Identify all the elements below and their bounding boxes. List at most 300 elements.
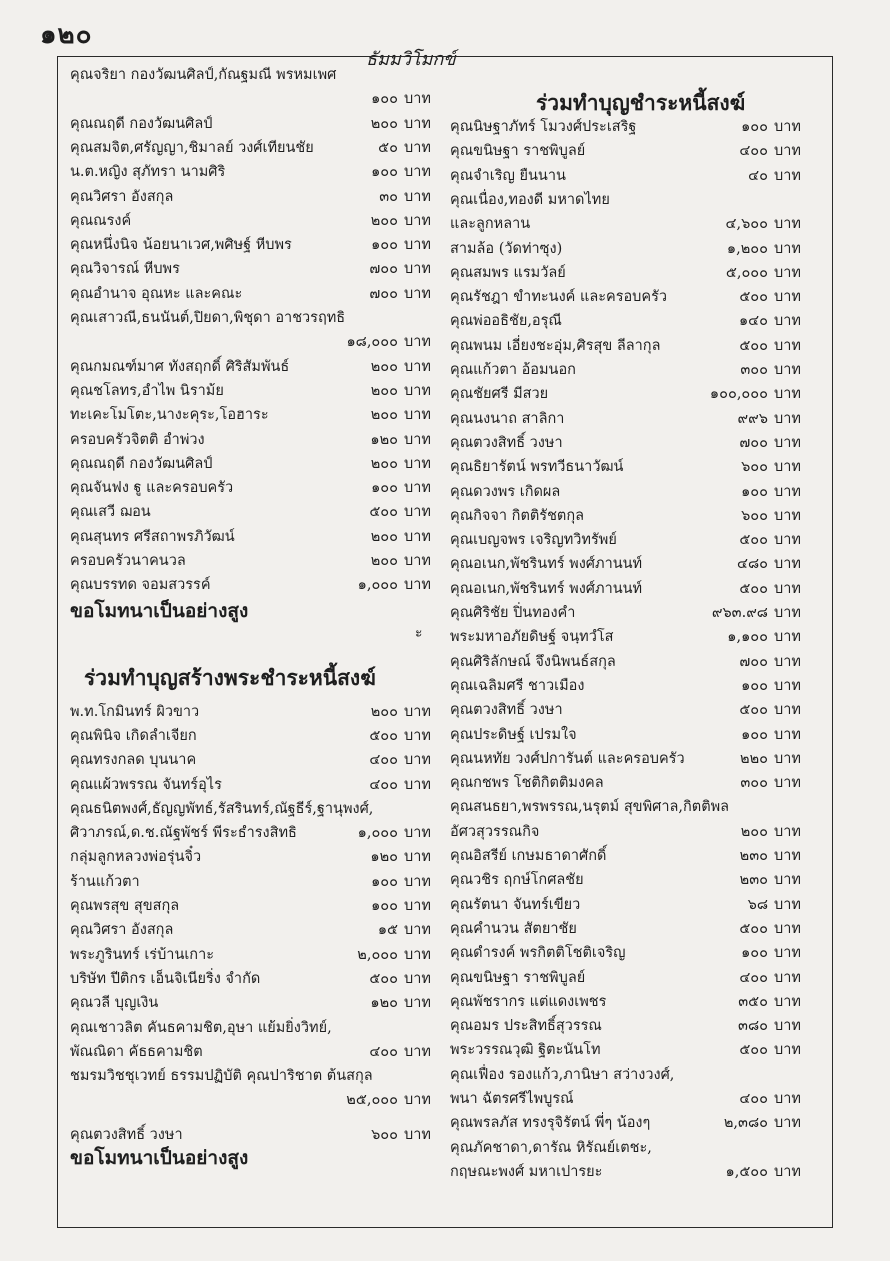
currency-unit: บาท xyxy=(774,483,801,500)
donation-amount xyxy=(658,1160,768,1183)
donation-amount xyxy=(658,844,768,867)
amount-value: ๑๐๐ xyxy=(741,483,768,500)
currency-unit: บาท xyxy=(774,993,801,1010)
currency-unit: บาท xyxy=(774,1115,801,1132)
amount-value: ๑,๐๐๐ xyxy=(357,577,398,594)
currency-unit: บาท xyxy=(774,532,801,549)
donation-amount xyxy=(658,358,768,381)
donation-row xyxy=(450,747,820,771)
donor-name: คุณตวงสิทธิ์ วงษา xyxy=(70,1126,183,1143)
donation-amount xyxy=(658,966,768,989)
donation-amount xyxy=(288,894,398,917)
donation-row xyxy=(450,1087,820,1111)
amount-value: ๑๐๐ xyxy=(371,873,398,890)
donor-name: คุณกิจจา กิตติรัชตกุล xyxy=(450,507,584,524)
donation-row xyxy=(70,500,450,524)
amount-value: ๑๐๐ xyxy=(371,91,398,108)
donor-name: คุณพรสุข สุขสกุล xyxy=(70,898,180,914)
amount-value: ๑๕ xyxy=(377,922,398,939)
amount-value: ๕๐๐ xyxy=(739,1042,768,1059)
amount-value: ๑๒๐ xyxy=(370,431,398,448)
amount-value: ๒๐๐ xyxy=(370,528,398,545)
donation-amount xyxy=(658,941,768,964)
donation-row xyxy=(70,1088,450,1112)
currency-unit: บาท xyxy=(404,898,431,914)
donor-name: คุณทรงกลด บุนนาค xyxy=(70,752,197,769)
currency-unit: บาท xyxy=(774,750,801,767)
donation-amount xyxy=(658,334,768,357)
currency-unit: บาท xyxy=(774,1018,801,1035)
currency-unit: บาท xyxy=(404,358,431,375)
amount-value: ๙๖๓.๙๘ xyxy=(711,605,768,621)
donation-row xyxy=(450,674,820,698)
donation-amount xyxy=(288,379,398,402)
donor-name: คุณจันฟง ฐู และครอบครัว xyxy=(70,480,234,497)
donor-name: คุณรัตนา จันทร์เขียว xyxy=(450,896,581,913)
donation-row xyxy=(450,1038,820,1062)
donor-name: คุณอำนาจ อุณหะ และคณะ xyxy=(70,285,243,302)
donor-name: คุณพ่ออธิชัย,อรุณี xyxy=(450,313,562,330)
currency-unit: บาท xyxy=(404,1043,431,1060)
donor-name: คุณดำรงค์ พรกิตติโชติเจริญ xyxy=(450,945,626,962)
currency-unit: บาท xyxy=(774,143,801,160)
donation-amount xyxy=(288,209,398,232)
amount-value: ๑๐๐ xyxy=(741,945,768,962)
header-title: ธัมมวิโมกข์ xyxy=(360,44,462,73)
donation-row xyxy=(450,115,820,139)
donation-amount xyxy=(658,601,768,624)
currency-unit: บาท xyxy=(774,920,801,937)
amount-value: ๒๕,๐๐๐ xyxy=(346,1092,398,1109)
currency-unit: บาท xyxy=(774,969,801,986)
donation-amount xyxy=(658,552,768,575)
donation-amount xyxy=(288,845,398,868)
donation-row xyxy=(70,967,450,991)
donation-row xyxy=(450,698,820,722)
donation-row xyxy=(70,724,450,748)
amount-value: ๕๐๐ xyxy=(739,702,768,719)
donor-name: อัศวสุวรรณกิจ xyxy=(450,823,540,840)
currency-unit: บาท xyxy=(404,922,431,939)
donation-row xyxy=(450,309,820,333)
donor-name: ทะเคะโมโตะ,นางะคุระ,โอฮาระ xyxy=(70,407,269,424)
amount-value: ๒๓๐ xyxy=(739,872,768,889)
donation-amount xyxy=(288,452,398,475)
currency-unit: บาท xyxy=(404,455,431,472)
amount-value: ๑,๑๐๐ xyxy=(727,629,768,646)
donor-name-line: คุณเชาวลิต คันธคามชิต,อุษา แย้มยิ่งวิทย์, xyxy=(70,1019,332,1036)
donor-name: คุณณฤดี กองวัฒนศิลป์ xyxy=(70,115,213,132)
donor-name: ครอบครัวนาคนวล xyxy=(70,553,186,569)
page-number: ๑๒๐ xyxy=(40,20,93,50)
amount-value: ๑๐๐ xyxy=(371,164,398,181)
donor-name: คุณเสาวณี,ธนนันต์,ปิยดา,พิชุดา อาชวรฤทธิ xyxy=(70,310,346,326)
currency-unit: บาท xyxy=(404,577,431,594)
donation-amount xyxy=(658,188,768,204)
donation-amount xyxy=(288,185,398,208)
amount-value: ๑,๕๐๐ xyxy=(725,1163,768,1180)
donation-amount xyxy=(658,212,768,235)
amount-value: ๔,๖๐๐ xyxy=(725,216,768,233)
currency-unit: บาท xyxy=(774,896,801,913)
thanks-heading: ขอโมทนาเป็นอย่างสูง xyxy=(70,599,249,622)
section-heading-pay-debt: ร่วมทำบุญชำระหนี้สงฆ์ xyxy=(536,90,746,115)
currency-unit: บาท xyxy=(404,237,431,254)
amount-value: ๕๐๐ xyxy=(369,727,398,744)
currency-unit: บาท xyxy=(774,823,801,840)
donation-amount xyxy=(288,1123,398,1146)
mark-glyph: ะ xyxy=(415,624,423,641)
donor-name-line: คุณสนธยา,พรพรรณ,นรุตม์ สุขพิศาล,กิตติพล xyxy=(450,799,730,816)
currency-unit: บาท xyxy=(404,285,431,302)
currency-unit: บาท xyxy=(404,91,431,108)
donation-row xyxy=(70,330,450,354)
amount-value: ๒๐๐ xyxy=(370,115,398,132)
donation-row xyxy=(70,549,450,573)
donor-name: คุณแก้วตา อ้อมนอก xyxy=(450,362,576,378)
donor-name: คุณจำเริญ ยืนนาน xyxy=(450,167,566,184)
donor-name: คุณวลี บุญเงิน xyxy=(70,995,159,1012)
donation-row xyxy=(450,480,820,504)
currency-unit: บาท xyxy=(774,313,801,330)
donation-row xyxy=(70,525,450,549)
donor-name-line: คุณเฟื่อง รองแก้ว,ภานิษา สว่างวงศ์, xyxy=(450,1066,675,1083)
amount-value: ๕๐๐ xyxy=(369,970,398,987)
donor-name: พระภูรินทร์ เร่บ้านเกาะ xyxy=(70,946,215,963)
donation-row xyxy=(450,844,820,868)
currency-unit: บาท xyxy=(404,825,431,842)
donor-name: คุณสุนทร ศรีสถาพรภิวัฒน์ xyxy=(70,528,235,545)
donation-row xyxy=(450,820,820,844)
donation-amount xyxy=(658,893,768,916)
currency-unit: บาท xyxy=(404,528,431,545)
amount-value: ๒๐๐ xyxy=(370,358,398,375)
donation-row xyxy=(70,185,450,209)
donation-row xyxy=(450,1014,820,1038)
donation-row xyxy=(70,773,450,797)
currency-unit: บาท xyxy=(404,407,431,424)
donation-amount xyxy=(658,237,768,260)
donation-amount xyxy=(288,573,398,596)
donor-name: คุณสมพร แรมวัลย์ xyxy=(450,264,566,281)
donor-name: คุณตวงสิทธิ์ วงษา xyxy=(450,702,563,719)
donation-amount xyxy=(288,136,398,159)
donor-name: คุณขนิษฐา ราชพิบูลย์ xyxy=(450,143,586,160)
donor-name: คุณจริยา กองวัฒนศิลป์,กัณฐมณี พรหมเพศ xyxy=(70,67,337,83)
donor-name: คุณแผ้วพรรณ จันทร์อุไร xyxy=(70,776,222,793)
thanks-heading: ขอโมทนาเป็นอย่างสูง xyxy=(70,1147,249,1169)
donation-amount xyxy=(658,868,768,891)
amount-value: ๑๘,๐๐๐ xyxy=(346,334,398,351)
donation-amount xyxy=(288,821,398,844)
currency-unit: บาท xyxy=(774,216,801,233)
donation-row xyxy=(70,991,450,1015)
donor-name-line: ชมรมวิชชุเวทย์ ธรรมปฏิบัติ คุณปาริชาต ต้นสกุล xyxy=(70,1068,373,1085)
donor-name: น.ต.หญิง สุภัทรา นามศิริ xyxy=(70,164,226,181)
donor-name: คุณขนิษฐา ราชพิบูลย์ xyxy=(450,969,586,986)
amount-value: ๕๐๐ xyxy=(739,580,768,597)
donation-row xyxy=(70,700,450,724)
donation-row xyxy=(450,893,820,917)
donor-name: พัณณิดา คัธธคามชิต xyxy=(70,1043,203,1060)
currency-unit: บาท xyxy=(774,726,801,743)
donation-amount xyxy=(288,403,398,426)
donor-name-line: คุณธนิตพงศ์,ธัญญพัทธ์,รัสรินทร์,ณัฐธีร์,ฐานุพงศ์, xyxy=(70,800,374,817)
donor-name: คุณชโลทร,อำไพ นิราม้ย xyxy=(70,382,224,399)
amount-value: ๔๐๐ xyxy=(369,752,398,769)
donor-name: คุณณฤดี กองวัฒนศิลป์ xyxy=(70,455,213,472)
amount-value: ๔๐ xyxy=(748,167,768,184)
donation-row xyxy=(70,870,450,894)
amount-value: ๒๐๐ xyxy=(370,382,398,399)
amount-value: ๓๐๐ xyxy=(740,775,768,792)
donation-row xyxy=(70,306,450,330)
amount-value: ๔๘๐ xyxy=(736,556,768,573)
currency-unit: บาท xyxy=(774,848,801,864)
amount-value: ๔๐๐ xyxy=(369,1043,398,1060)
donation-amount xyxy=(658,1111,768,1134)
donation-amount xyxy=(658,115,768,138)
donor-name: คุณพนม เอี่ยงชะอุ่ม,ศิรสุข ลีลากุล xyxy=(450,337,661,354)
donor-name: ศิวาภรณ์,ด.ช.ณัฐพัชร์ พีระธำรงสิทธิ xyxy=(70,825,297,842)
amount-value: ๔๐๐ xyxy=(739,143,768,160)
donation-amount xyxy=(288,724,398,747)
amount-value: ๖๐๐ xyxy=(371,1126,398,1143)
donation-amount xyxy=(658,431,768,454)
donor-name: คุณศิริลักษณ์ จึงนิพนธ์สกุล xyxy=(450,653,616,670)
donor-name: คุณธิยารัตน์ พรทวีธนาวัฒน์ xyxy=(450,459,624,476)
amount-value: ๒๐๐ xyxy=(370,553,398,569)
donation-row xyxy=(450,261,820,285)
amount-value: ๒๐๐ xyxy=(370,407,398,424)
amount-value: ๑,๐๐๐ xyxy=(357,825,398,842)
currency-unit: บาท xyxy=(774,289,801,306)
donation-row xyxy=(70,1040,450,1064)
donation-row xyxy=(450,164,820,188)
donation-row xyxy=(450,382,820,406)
donation-amount xyxy=(288,918,398,941)
currency-unit: บาท xyxy=(404,504,431,521)
donation-amount xyxy=(288,700,398,723)
donation-amount xyxy=(288,1040,398,1063)
donor-name: คุณกชพร โชติกิตติมงคล xyxy=(450,775,604,792)
amount-value: ๒๒๐ xyxy=(740,750,768,767)
donor-name: คุณวชิร ฤกษ์โกศลชัย xyxy=(450,872,584,889)
donor-name: คุณคำนวน สัตยาชัย xyxy=(450,920,577,937)
donation-row xyxy=(450,358,820,382)
donation-amount xyxy=(288,112,398,135)
currency-unit: บาท xyxy=(774,629,801,646)
donation-amount xyxy=(658,820,768,843)
donation-amount xyxy=(658,309,768,332)
donation-amount xyxy=(288,233,398,256)
donation-amount xyxy=(658,917,768,940)
donation-row xyxy=(70,845,450,869)
currency-unit: บาท xyxy=(774,1091,801,1107)
donor-name: คุณศิริชัย ปิ่นทองคำ xyxy=(450,605,576,621)
donor-name: พ.ท.โกมินทร์ ผิวขาว xyxy=(70,703,200,720)
donation-row xyxy=(450,552,820,576)
currency-unit: บาท xyxy=(404,334,431,351)
donation-row xyxy=(70,452,450,476)
donation-amount xyxy=(658,139,768,162)
amount-value: ๖๘ xyxy=(747,896,768,913)
amount-value: ๑,๒๐๐ xyxy=(726,240,768,257)
donation-row xyxy=(450,771,820,795)
currency-unit: บาท xyxy=(774,240,801,257)
donor-name-line: คุณภัคชาดา,ดารัณ หิรัณย์เตชะ, xyxy=(450,1139,652,1156)
donation-amount xyxy=(658,164,768,187)
donation-row xyxy=(450,1160,820,1184)
currency-unit: บาท xyxy=(404,776,431,793)
amount-value: ๒๓๐ xyxy=(739,848,768,864)
donation-amount xyxy=(658,747,768,770)
amount-value: ๒๐๐ xyxy=(370,703,398,720)
currency-unit: บาท xyxy=(774,580,801,597)
donation-row xyxy=(70,821,450,845)
currency-unit: บาท xyxy=(774,945,801,962)
donation-amount xyxy=(288,748,398,771)
donation-amount xyxy=(288,1088,398,1111)
donation-row xyxy=(450,237,820,261)
donor-name: กลุ่มลูกหลวงพ่อรุ่นจิ๋ว xyxy=(70,849,202,866)
donation-row xyxy=(450,504,820,528)
amount-value: ๙๙๖ xyxy=(737,410,768,427)
amount-value: ๒,๓๘๐ xyxy=(723,1115,768,1132)
amount-value: ๕,๐๐๐ xyxy=(725,264,768,281)
amount-value: ๑๐๐ xyxy=(371,898,398,914)
donation-amount xyxy=(658,261,768,284)
currency-unit: บาท xyxy=(774,459,801,476)
donation-amount xyxy=(288,525,398,548)
donor-name: สามล้อ (วัดท่าซุง) xyxy=(450,240,563,257)
donation-row xyxy=(450,601,820,625)
donation-row xyxy=(450,723,820,747)
amount-value: ๕๐ xyxy=(378,139,398,156)
section-heading-build-buddha: ร่วมทำบุญสร้างพระชำระหนี้สงฆ์ xyxy=(84,664,376,690)
amount-value: ๑๒๐ xyxy=(370,995,398,1012)
currency-unit: บาท xyxy=(774,434,801,451)
donor-name: คุณพัชรากร แต่แดงเพชร xyxy=(450,993,607,1010)
donor-name: คุณวิจารณ์ หีบพร xyxy=(70,261,180,278)
currency-unit: บาท xyxy=(404,727,431,744)
donation-row xyxy=(450,650,820,674)
donation-row xyxy=(450,1111,820,1135)
donation-amount xyxy=(658,528,768,551)
amount-value: ๑๐๐ xyxy=(371,480,398,497)
currency-unit: บาท xyxy=(774,702,801,719)
donation-row xyxy=(70,233,450,257)
donation-amount xyxy=(658,723,768,746)
donation-amount xyxy=(658,285,768,308)
donation-row xyxy=(450,334,820,358)
donation-row xyxy=(70,428,450,452)
amount-value: ๓๘๐ xyxy=(738,1018,768,1035)
amount-value: ๓๕๐ xyxy=(738,993,768,1010)
donation-amount xyxy=(288,355,398,378)
donation-row xyxy=(70,136,450,160)
donation-row xyxy=(70,209,450,233)
donation-row xyxy=(70,403,450,427)
donation-row xyxy=(450,285,820,309)
amount-value: ๑๔๐ xyxy=(738,313,768,330)
currency-unit: บาท xyxy=(404,212,431,229)
amount-value: ๑๒๐ xyxy=(370,849,398,866)
amount-value: ๑๐๐ xyxy=(741,677,768,694)
donation-row xyxy=(450,455,820,479)
amount-value: ๑๐๐ xyxy=(741,726,768,743)
currency-unit: บาท xyxy=(774,410,801,427)
donation-amount xyxy=(658,480,768,503)
currency-unit: บาท xyxy=(774,1163,801,1180)
donor-name: คุณอมร ประสิทธิ์สุวรรณ xyxy=(450,1018,602,1035)
currency-unit: บาท xyxy=(404,1126,431,1143)
donation-row xyxy=(450,917,820,941)
donation-amount xyxy=(658,674,768,697)
donor-name: คุณพินิจ เกิดลำเจียก xyxy=(70,727,197,744)
donor-name: พระมหาอภัยดิษฐ์ จนฺทวํโส xyxy=(450,629,614,646)
amount-value: ๕๐๐ xyxy=(369,504,398,521)
currency-unit: บาท xyxy=(774,362,801,378)
donation-amount xyxy=(288,306,398,322)
donation-amount xyxy=(658,407,768,430)
donation-amount xyxy=(288,428,398,451)
amount-value: ๗๐๐ xyxy=(369,261,398,278)
donor-name: คุณสมจิต,ศรัญญา,ชิมาลย์ วงศ์เทียนชัย xyxy=(70,139,314,156)
currency-unit: บาท xyxy=(774,264,801,281)
amount-value: ๑๐๐ xyxy=(371,237,398,254)
currency-unit: บาท xyxy=(774,605,801,621)
donation-amount xyxy=(288,476,398,499)
currency-unit: บาท xyxy=(774,386,801,403)
currency-unit: บาท xyxy=(404,480,431,497)
donor-name: คุณวิศรา อังสกุล xyxy=(70,922,174,939)
donation-row xyxy=(450,188,820,212)
donor-name: ครอบครัวจิตติ อำพ่วง xyxy=(70,431,205,448)
donor-name: คุณเนื่อง,ทองดี มหาดไทย xyxy=(450,191,610,208)
amount-value: ๒๐๐ xyxy=(740,823,768,840)
donation-amount xyxy=(658,577,768,600)
donation-amount xyxy=(288,967,398,990)
donation-row xyxy=(70,573,450,597)
amount-value: ๕๐๐ xyxy=(739,337,768,354)
amount-value: ๔๐๐ xyxy=(369,776,398,793)
amount-value: ๓๐๐ xyxy=(740,362,768,378)
donor-name: คุณตวงสิทธิ์ วงษา xyxy=(450,434,563,451)
donation-row xyxy=(70,63,450,87)
donor-name: คุณดวงพร เกิดผล xyxy=(450,483,561,500)
currency-unit: บาท xyxy=(404,261,431,278)
donor-name: พระวรรณวุฒิ ฐิตะนันโท xyxy=(450,1042,601,1059)
currency-unit: บาท xyxy=(404,431,431,448)
donor-name: คุณรัชฎา ขำทะนงค์ และครอบครัว xyxy=(450,289,668,306)
currency-unit: บาท xyxy=(404,382,431,399)
currency-unit: บาท xyxy=(774,556,801,573)
amount-value: ๒๐๐ xyxy=(370,212,398,229)
currency-unit: บาท xyxy=(404,1092,431,1109)
donation-row xyxy=(450,868,820,892)
amount-value: ๗๐๐ xyxy=(739,653,768,670)
amount-value: ๖๐๐ xyxy=(741,507,768,524)
currency-unit: บาท xyxy=(404,752,431,769)
donor-name: กฤษณะพงศ์ มหาเปารยะ xyxy=(450,1163,603,1180)
currency-unit: บาท xyxy=(774,167,801,184)
donation-amount xyxy=(658,771,768,794)
donation-amount xyxy=(288,870,398,893)
donation-amount xyxy=(288,991,398,1014)
amount-value: ๑๐๐ xyxy=(741,119,768,135)
donation-amount xyxy=(288,257,398,280)
